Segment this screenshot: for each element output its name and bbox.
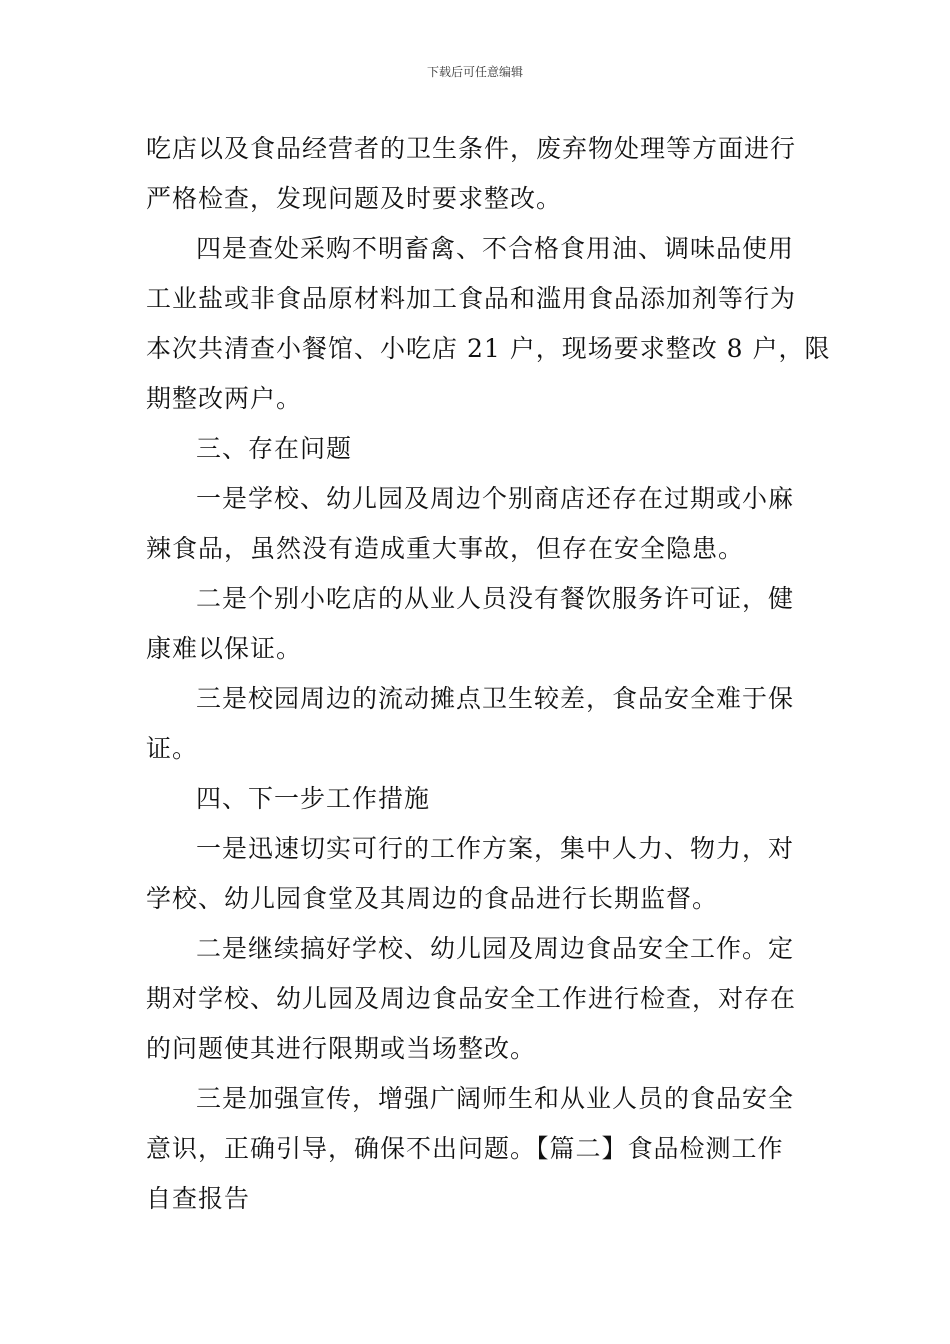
text-line: 的问题使其进行限期或当场整改。	[146, 1034, 537, 1063]
text-line: 吃店以及食品经营者的卫生条件，废弃物处理等方面进行	[146, 134, 797, 163]
paragraph-2	[146, 224, 831, 424]
text-line: 严格检查，发现问题及时要求整改。	[146, 184, 563, 213]
text-line: 一是迅速切实可行的工作方案，集中人力、物力，对	[196, 834, 795, 863]
section-heading-4	[146, 774, 808, 824]
paragraph-5	[146, 674, 808, 774]
section-heading: 四、下一步工作措施	[196, 784, 431, 813]
text-line: 期对学校、幼儿园及周边食品安全工作进行检查，对存在	[146, 984, 797, 1013]
paragraph-1	[146, 124, 808, 224]
text-line: 自查报告	[146, 1184, 251, 1213]
paragraph-7	[146, 924, 808, 1074]
section-heading: 三、存在问题	[196, 434, 353, 463]
text-line: 意识，正确引导，确保不出问题。【篇二】食品检测工作	[146, 1134, 784, 1163]
paragraph-6	[146, 824, 808, 924]
text-line: 二是个别小吃店的从业人员没有餐饮服务许可证，健	[196, 584, 795, 613]
page-header: 下载后可任意编辑	[426, 65, 523, 79]
paragraph-3	[146, 474, 808, 574]
text-line: 期整改两户。	[146, 384, 303, 413]
text-line: 辣食品，虽然没有造成重大事故，但存在安全隐患。	[146, 534, 745, 563]
text-line: 学校、幼儿园食堂及其周边的食品进行长期监督。	[146, 884, 719, 913]
paragraph-4	[146, 574, 808, 674]
paragraph-8	[146, 1074, 808, 1224]
text-line: 工业盐或非食品原材料加工食品和滥用食品添加剂等行为	[146, 284, 797, 313]
text-line: 四是查处采购不明畜禽、不合格食用油、调味品使用	[196, 234, 795, 263]
text-line: 三是加强宣传，增强广阔师生和从业人员的食品安全	[196, 1084, 795, 1113]
text-line: 证。	[146, 734, 199, 763]
text-line: 康难以保证。	[146, 634, 303, 663]
text-line: 一是学校、幼儿园及周边个别商店还存在过期或小麻	[196, 484, 795, 513]
text-line: 二是继续搞好学校、幼儿园及周边食品安全工作。定	[196, 934, 795, 963]
document-body	[146, 124, 831, 1224]
section-heading-3	[146, 424, 808, 474]
text-line: 三是校园周边的流动摊点卫生较差，食品安全难于保	[196, 684, 795, 713]
text-line: 本次共清查小餐馆、小吃店 21 户，现场要求整改 8 户，限	[146, 334, 831, 363]
